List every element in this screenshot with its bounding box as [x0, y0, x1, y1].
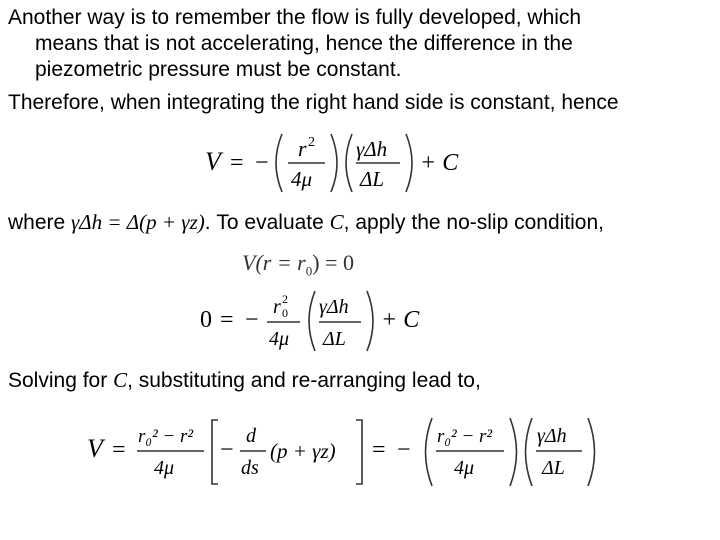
eq4-equals-2: =	[372, 437, 386, 463]
eq4-frac-den: 4μ	[154, 457, 175, 479]
eq4-right-bracket	[356, 420, 362, 484]
equation-no-slip	[242, 250, 354, 279]
eq4-frac-num: r₀² − r²	[138, 426, 194, 447]
eq1-num2: γΔh	[356, 137, 388, 161]
eq1-lhs: V	[205, 147, 221, 176]
eq4-left-paren-2	[526, 418, 533, 486]
paragraph-intro-line-3: piezometric pressure must be constant.	[35, 58, 402, 81]
eq4-inner-minus: −	[220, 437, 234, 463]
eq1-den2: ΔL	[360, 167, 385, 191]
eq1-equals: =	[230, 150, 244, 176]
where-math: γΔh = Δ(p + γz)	[71, 210, 205, 234]
equation-boundary	[195, 285, 435, 357]
eq1-left-paren-1	[276, 134, 282, 192]
eq1-plus-c: + C	[420, 150, 459, 176]
eq2-lhs: V(r = r	[242, 250, 306, 275]
eq3-left-paren	[309, 291, 315, 351]
equation-final	[82, 412, 642, 492]
eq3-num1-sub: 0	[282, 306, 288, 320]
eq4-right-paren-1	[510, 418, 517, 486]
eq4-right-paren-2	[588, 418, 595, 486]
eq3-num1: r	[273, 296, 281, 318]
eq2-sub: 0	[305, 263, 313, 279]
paragraph-therefore: Therefore, when integrating the right hand side is constant, hence	[8, 91, 619, 114]
eq1-num1-sup: 2	[308, 135, 315, 150]
where-line	[8, 209, 604, 236]
eq3-den1: 4μ	[269, 328, 290, 350]
eq4-num1: r₀² − r²	[437, 426, 493, 447]
eq4-minus: −	[397, 437, 411, 463]
paragraph-intro	[8, 5, 581, 83]
eq1-num1: r	[298, 136, 307, 161]
where-suffix: , apply the no-slip condition,	[343, 211, 604, 234]
eq4-equals: =	[112, 437, 126, 463]
eq3-num1-sup: 2	[282, 292, 288, 306]
eq3-plus-c: + C	[381, 307, 420, 333]
equation-final-svg	[82, 412, 642, 492]
eq4-lhs: V	[87, 434, 103, 463]
eq4-d-den: ds	[241, 457, 259, 479]
equation-velocity-general	[200, 128, 470, 198]
eq3-right-paren	[367, 291, 373, 351]
eq3-num2: γΔh	[319, 296, 349, 318]
where-middle: . To evaluate	[204, 211, 330, 234]
solving-suffix: , substituting and re-arranging lead to,	[127, 369, 481, 392]
eq4-left-bracket	[212, 420, 218, 484]
solving-prefix: Solving for	[8, 369, 114, 392]
solving-line	[8, 367, 481, 394]
solving-c: C	[113, 368, 128, 392]
paragraph-intro-line-1: Another way is to remember the flow is fully developed, which	[8, 6, 582, 29]
eq1-den1: 4μ	[291, 167, 313, 191]
eq1-right-paren-2	[406, 134, 412, 192]
eq4-den2: ΔL	[542, 457, 565, 479]
equation-velocity-general-svg	[200, 128, 470, 198]
where-c: C	[329, 210, 344, 234]
eq3-minus: −	[245, 307, 259, 333]
paragraph-intro-line-2: means that is not accelerating, hence the difference in the	[35, 32, 573, 55]
eq1-minus: −	[255, 150, 269, 176]
eq1-left-paren-2	[346, 134, 352, 192]
eq1-right-paren-1	[331, 134, 337, 192]
eq4-num2: γΔh	[537, 425, 567, 447]
eq4-d-num: d	[246, 425, 256, 447]
eq3-equals: =	[220, 307, 234, 333]
eq4-left-paren-1	[426, 418, 433, 486]
eq4-paren: (p + γz)	[270, 439, 336, 463]
eq3-lhs: 0	[200, 307, 212, 333]
equation-boundary-svg	[195, 285, 435, 357]
eq4-den1: 4μ	[454, 457, 475, 479]
where-prefix: where	[8, 211, 72, 234]
eq3-den2: ΔL	[323, 328, 346, 350]
eq2-rhs: ) = 0	[312, 250, 354, 275]
